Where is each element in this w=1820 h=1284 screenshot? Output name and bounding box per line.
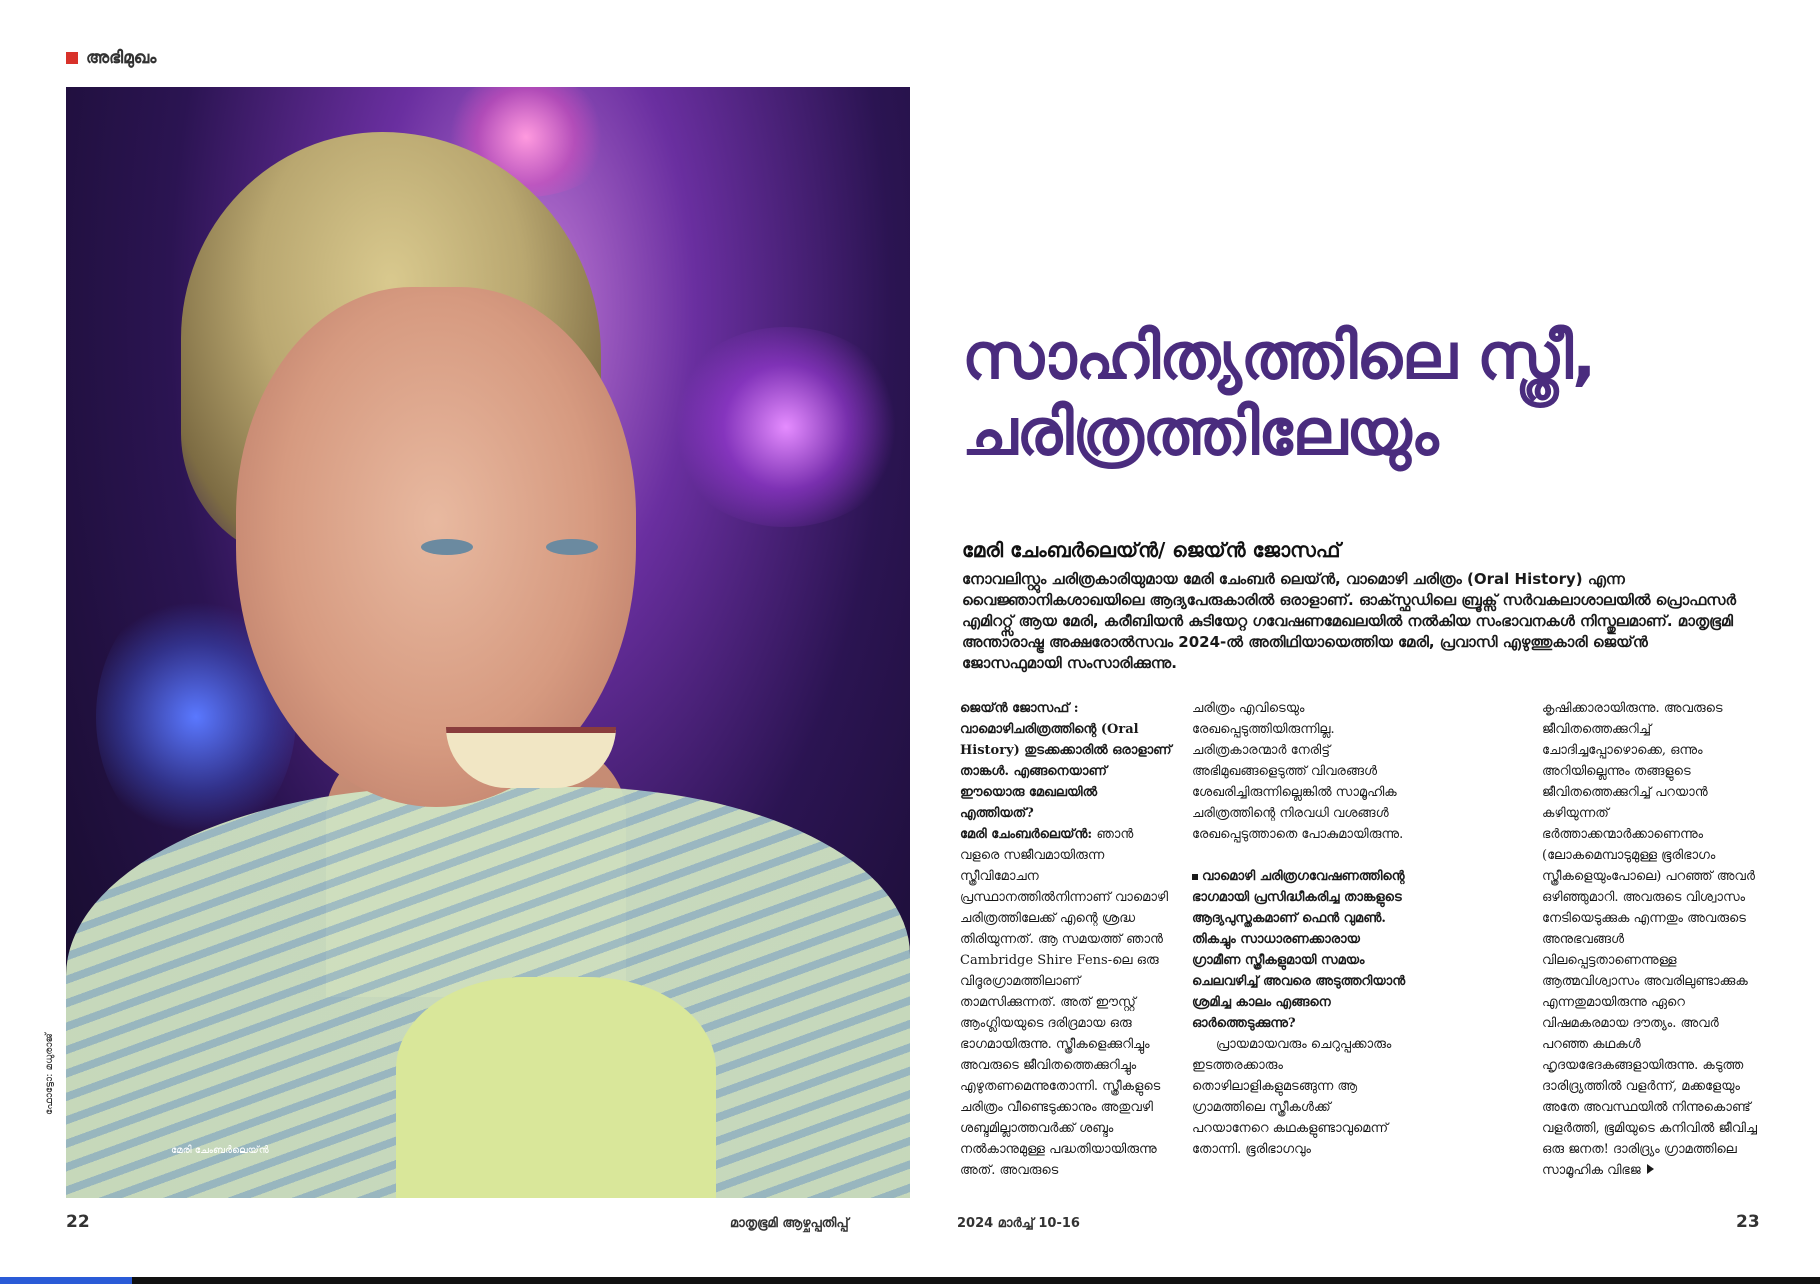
column-3-text: കൃഷിക്കാരായിരുന്നു. അവരുടെ ജീവിതത്തെക്കുറിച്ച് ചോദിച്ചപ്പോഴൊക്കെ, ഒന്നും അറിയില്ലെന്നും തങ്ങളുടെ ജീവിതത്തെക്കുറിച്ച് പറയാൻ കഴിയുന്നത് ഭർത്താക്കന്മാർക്കാണെന്നും (ലോകമെമ്പാടുമുള്ള ഭൂരിഭാഗം സ്ത്രീകളെയുംപോലെ) പറഞ്ഞ് അവർ ഒഴിഞ്ഞുമാറി. അവരുടെ വിശ്വാസം നേടിയെടുക്കുക എന്നതും അവരുടെ അനുഭവങ്ങൾ വിലപ്പെട്ടതാണെന്നുള്ള ആത്മവിശ്വാസം അവരിലുണ്ടാക്കുക എന്നതുമായിരുന്നു ഏറെ വിഷമകരമായ ദൗത്യം. അവർ പറഞ്ഞ കഥകൾ ഹൃദയഭേദകങ്ങളായിരുന്നു. കടുത്ത ദാരിദ്ര്യത്തിൽ വളർന്ന്, മക്കളേയും അതേ അവസ്ഥയിൽ നിന്നുകൊണ്ട് വളർത്തി, ഭൂമിയുടെ കനിവിൽ ജീവിച്ച ഒരു ജനത! ദാരിദ്ര്യം ഗ്രാമത്തിലെ സാമൂഹിക വിഭജ	[1542, 701, 1758, 1178]
section-label: അഭിമുഖം	[86, 48, 157, 68]
column-2-paragraph: ചരിത്രം എവിടെയും രേഖപ്പെടുത്തിയിരുന്നില്ല. ചരിത്രകാരന്മാർ നേരിട്ട് അഭിമുഖങ്ങളെടുത്ത് വിവരങ്ങൾ ശേഖരിച്ചിരുന്നില്ലെങ്കിൽ സാമൂഹിക ചരിത്രത്തിന്റെ നിരവധി വശങ്ങൾ രേഖപ്പെടുത്താതെ പോകുമായിരുന്നു.	[1192, 701, 1404, 842]
page-number-left: 22	[66, 1212, 90, 1232]
bottom-bar	[0, 1277, 1820, 1284]
continued-arrow-icon	[1647, 1164, 1654, 1174]
answer-1-text: ഞാൻ വളരെ സജീവമായിരുന്ന സ്ത്രീവിമോചന പ്രസ്ഥാനത്തിൽനിന്നാണ് വാമൊഴി ചരിത്രത്തിലേക്ക് എന്റെ ശ്രദ്ധ തിരിയുന്നത്. ആ സമയത്ത് ഞാൻ Cambridge Shire Fens-ലെ ഒരു വിദൂരഗ്രാമത്തിലാണ് താമസിക്കുന്നത്. അത് ഈസ്റ്റ് ആംഗ്ലിയയുടെ ദരിദ്രമായ ഒരു ഭാഗമായിരുന്നു. സ്ത്രീകളെക്കുറിച്ചും അവരുടെ ജീവിതത്തെക്കുറിച്ചും എഴുതണമെന്നുതോന്നി. സ്ത്രീകളുടെ ചരിത്രം വീണ്ടെടുക്കാനും അതുവഴി ശബ്ദമില്ലാത്തവർക്ക് ശബ്ദം നൽകാനുമുള്ള പദ്ധതിയായിരുന്നു അത്. അവരുടെ	[960, 827, 1169, 1178]
question-1: ജെയ്ൻ ജോസഫ് : വാമൊഴിചരിത്രത്തിന്റെ (Oral History) തുടക്കക്കാരിൽ ഒരാളാണ് താങ്കൾ. എങ്ങനെയാണ് ഈയൊരു മേഖലയിൽ എത്തിയത്?	[960, 701, 1172, 821]
headline-line-2: ചരിത്രത്തിലേയും	[962, 395, 1438, 470]
headline-line-1: സാഹിത്യത്തിലെ സ്ത്രീ,	[962, 320, 1596, 394]
answer-2: പ്രായമായവരും ചെറുപ്പക്കാരും ഇടത്തരക്കാരും തൊഴിലാളികളുമടങ്ങുന്ന ആ ഗ്രാമത്തിലെ സ്ത്രീകൾക്ക് പറയാനേറെ കഥകളുണ്ടാവുമെന്ന് തോന്നി. ഭൂരിഭാഗവും	[1192, 1037, 1392, 1157]
article-column-3	[1542, 698, 1762, 1181]
page-number-right: 23	[1736, 1212, 1760, 1232]
section-marker-icon	[66, 52, 78, 64]
photo-caption: മേരി ചേംബർലെയ്ൻ	[171, 1145, 269, 1156]
column-3-paragraph	[1542, 698, 1762, 1181]
bullet-icon	[1192, 874, 1198, 880]
headline	[962, 320, 1762, 471]
byline: മേരി ചേംബർലെയ്ൻ/ ജെയ്ൻ ജോസഫ്	[962, 538, 1341, 562]
section-tag	[66, 48, 156, 68]
publication-name: മാതൃഭൂമി ആഴ്ചപ്പതിപ്പ്	[730, 1216, 849, 1231]
question-2	[1192, 866, 1406, 1034]
answer-speaker: മേരി ചേംബർലെയ്ൻ:	[960, 827, 1093, 842]
photo-credit: ഫോട്ടോ: മധുരാജ്	[44, 1033, 55, 1115]
answer-1	[960, 824, 1174, 1181]
article-column-1	[960, 698, 1174, 1181]
article-column-2	[1192, 698, 1406, 1160]
issue-date: 2024 മാർച്ച് 10-16	[957, 1216, 1080, 1231]
question-2-text: വാമൊഴി ചരിത്രഗവേഷണത്തിന്റെ ഭാഗമായി പ്രസിദ്ധീകരിച്ച താങ്കളുടെ ആദ്യപുസ്തകമാണ് ഫെൻ വുമൺ. തികച്ചും സാധാരണക്കാരായ ഗ്രാമീണ സ്ത്രീകളുമായി സമയം ചെലവഴിച്ച് അവരെ അടുത്തറിയാൻ ശ്രമിച്ച കാലം എങ്ങനെ ഓർത്തെടുക്കുന്നു?	[1192, 869, 1406, 1031]
bottom-bar-accent	[0, 1277, 132, 1284]
portrait-photo	[66, 87, 910, 1198]
intro-paragraph: നോവലിസ്റ്റും ചരിത്രകാരിയുമായ മേരി ചേംബർ ലെയ്ൻ, വാമൊഴി ചരിത്രം (Oral History) എന്ന വൈജ്ഞാനികശാഖയിലെ ആദ്യപേരുകാരിൽ ഒരാളാണ്. ഓക്സ്ഫഡിലെ ബ്രൂക്സ് സർവകലാശാലയിൽ പ്രൊഫസർ എമിററ്റ്സ് ആയ മേരി, കരീബിയൻ കുടിയേറ്റ ഗവേഷണമേഖലയിൽ നൽകിയ സംഭാവനകൾ നിസ്തുലമാണ്. മാതൃഭൂമി അന്താരാഷ്ട്ര അക്ഷരോൽസവം 2024-ൽ അതിഥിയായെത്തിയ മേരി, പ്രവാസി എഴുത്തുകാരി ജെയ്ൻ ജോസഫുമായി സംസാരിക്കുന്നു.	[962, 570, 1736, 672]
